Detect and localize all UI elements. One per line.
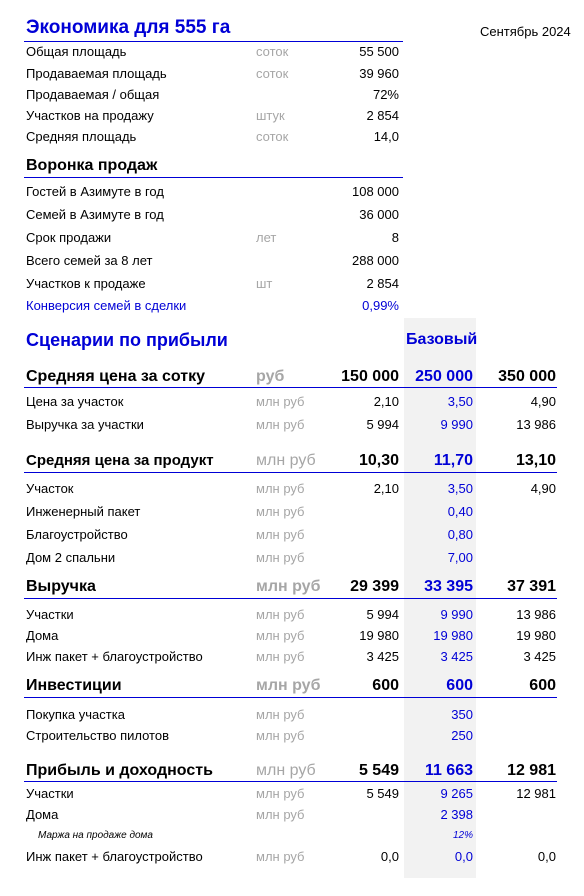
conversion-value: 0,99%	[362, 298, 399, 313]
row-label: Цена за участок	[26, 394, 124, 409]
row-unit: млн руб	[256, 481, 305, 496]
section-underline	[24, 472, 557, 473]
row-v1: 19 980	[359, 628, 399, 643]
section-v3: 37 391	[507, 578, 556, 595]
row-label: Благоустройство	[26, 527, 128, 542]
row-label: Инж пакет + благоустройство	[26, 849, 203, 864]
section-underline	[24, 697, 557, 698]
funnel-value: 36 000	[359, 207, 399, 222]
area-label: Продаваемая / общая	[26, 87, 160, 102]
section-label: Выручка	[26, 578, 96, 595]
row-label: Строительство пилотов	[26, 728, 170, 743]
section-v3: 13,10	[515, 452, 556, 469]
margin-value: 12%	[452, 830, 473, 841]
row-label: Инж пакет + благоустройство	[26, 649, 203, 664]
row-unit: млн руб	[256, 417, 305, 432]
funnel-value: 108 000	[352, 184, 399, 199]
row-v3: 0,0	[537, 849, 556, 864]
section-unit: млн руб	[256, 677, 321, 694]
row-v1: 2,10	[373, 394, 399, 409]
area-unit: соток	[256, 129, 289, 144]
row-label: Участки	[26, 607, 74, 622]
section-v2: 250 000	[415, 368, 473, 385]
row-v2: 2 398	[440, 807, 473, 822]
area-value: 55 500	[359, 44, 399, 59]
area-unit: соток	[256, 66, 289, 81]
funnel-underline	[24, 177, 403, 178]
section-label: Прибыль и доходность	[26, 762, 213, 779]
section-v2: 600	[446, 677, 473, 694]
row-label: Выручка за участки	[26, 417, 144, 432]
area-label: Участков на продажу	[26, 108, 154, 123]
row-v2: 9 990	[440, 607, 473, 622]
row-unit: млн руб	[256, 649, 305, 664]
title-underline	[24, 41, 403, 42]
funnel-value: 8	[391, 230, 399, 245]
row-v1: 0,0	[380, 849, 399, 864]
margin-label: Маржа на продаже дома	[38, 830, 153, 841]
area-unit: соток	[256, 44, 289, 59]
row-label: Участок	[26, 481, 74, 496]
section-underline	[24, 598, 557, 599]
funnel-label: Семей в Азимуте в год	[26, 207, 164, 222]
section-underline	[24, 781, 557, 782]
section-v1: 5 549	[358, 762, 399, 779]
row-v2: 0,0	[454, 849, 473, 864]
row-v3: 13 986	[516, 417, 556, 432]
funnel-unit: шт	[256, 276, 273, 291]
row-v3: 13 986	[516, 607, 556, 622]
section-v1: 10,30	[358, 452, 399, 469]
section-v2: 11,70	[433, 452, 473, 469]
row-label: Инженерный пакет	[26, 504, 141, 519]
section-v2: 11 663	[424, 762, 473, 779]
area-value: 39 960	[359, 66, 399, 81]
section-v1: 29 399	[350, 578, 399, 595]
funnel-value: 2 854	[366, 276, 399, 291]
row-unit: млн руб	[256, 807, 305, 822]
section-underline	[24, 387, 557, 388]
section-v3: 12 981	[507, 762, 556, 779]
row-unit: млн руб	[256, 550, 305, 565]
row-v3: 4,90	[530, 394, 556, 409]
section-label: Инвестиции	[26, 677, 122, 694]
row-label: Дом 2 спальни	[26, 550, 116, 565]
section-unit: руб	[256, 368, 285, 385]
row-unit: млн руб	[256, 707, 305, 722]
row-v1: 2,10	[373, 481, 399, 496]
row-v1: 3 425	[366, 649, 399, 664]
page-title: Экономика для 555 га	[26, 17, 231, 38]
row-v2: 3 425	[440, 649, 473, 664]
row-v2: 0,80	[447, 527, 473, 542]
section-v3: 600	[529, 677, 556, 694]
row-v3: 4,90	[530, 481, 556, 496]
row-v3: 3 425	[523, 649, 556, 664]
row-v1: 5 549	[366, 786, 399, 801]
row-label: Покупка участка	[26, 707, 125, 722]
conversion-label: Конверсия семей в сделки	[26, 298, 187, 313]
area-label: Средняя площадь	[26, 129, 137, 144]
section-v1: 150 000	[341, 368, 399, 385]
funnel-title: Воронка продаж	[26, 157, 158, 174]
report-date: Сентябрь 2024	[480, 24, 571, 39]
row-unit: млн руб	[256, 728, 305, 743]
funnel-label: Гостей в Азимуте в год	[26, 184, 164, 199]
base-scenario-label: Базовый	[406, 331, 478, 348]
row-v3: 19 980	[516, 628, 556, 643]
section-unit: млн руб	[256, 578, 321, 595]
row-unit: млн руб	[256, 628, 305, 643]
area-value: 2 854	[366, 108, 399, 123]
row-v1: 5 994	[366, 417, 399, 432]
row-unit: млн руб	[256, 527, 305, 542]
scenarios-title: Сценарии по прибыли	[26, 330, 228, 350]
row-label: Участки	[26, 786, 74, 801]
row-unit: млн руб	[256, 394, 305, 409]
row-v2: 9 990	[440, 417, 473, 432]
section-v1: 600	[372, 677, 399, 694]
section-unit: млн руб	[256, 762, 316, 779]
row-v2: 0,40	[447, 504, 473, 519]
row-unit: млн руб	[256, 849, 305, 864]
area-label: Общая площадь	[26, 44, 127, 59]
row-v2: 3,50	[447, 481, 473, 496]
row-unit: млн руб	[256, 786, 305, 801]
row-v2: 19 980	[433, 628, 473, 643]
area-unit: штук	[256, 108, 285, 123]
section-label: Средняя цена за продукт	[26, 452, 214, 469]
funnel-label: Участков к продаже	[26, 276, 146, 291]
funnel-label: Всего семей за 8 лет	[26, 253, 153, 268]
row-v2: 350	[451, 707, 473, 722]
area-label: Продаваемая площадь	[26, 66, 167, 81]
row-v2: 250	[451, 728, 473, 743]
section-v2: 33 395	[424, 578, 473, 595]
area-value: 14,0	[373, 129, 399, 144]
row-unit: млн руб	[256, 607, 305, 622]
row-v3: 12 981	[516, 786, 556, 801]
row-v2: 7,00	[447, 550, 473, 565]
row-v2: 9 265	[440, 786, 473, 801]
row-label: Дома	[26, 807, 59, 822]
row-v2: 3,50	[447, 394, 473, 409]
row-unit: млн руб	[256, 504, 305, 519]
funnel-value: 288 000	[352, 253, 399, 268]
section-unit: млн руб	[256, 452, 316, 469]
section-label: Средняя цена за сотку	[26, 368, 206, 385]
row-v1: 5 994	[366, 607, 399, 622]
area-value: 72%	[372, 87, 399, 102]
funnel-label: Срок продажи	[26, 230, 112, 245]
funnel-unit: лет	[256, 230, 277, 245]
section-v3: 350 000	[498, 368, 556, 385]
row-label: Дома	[26, 628, 59, 643]
